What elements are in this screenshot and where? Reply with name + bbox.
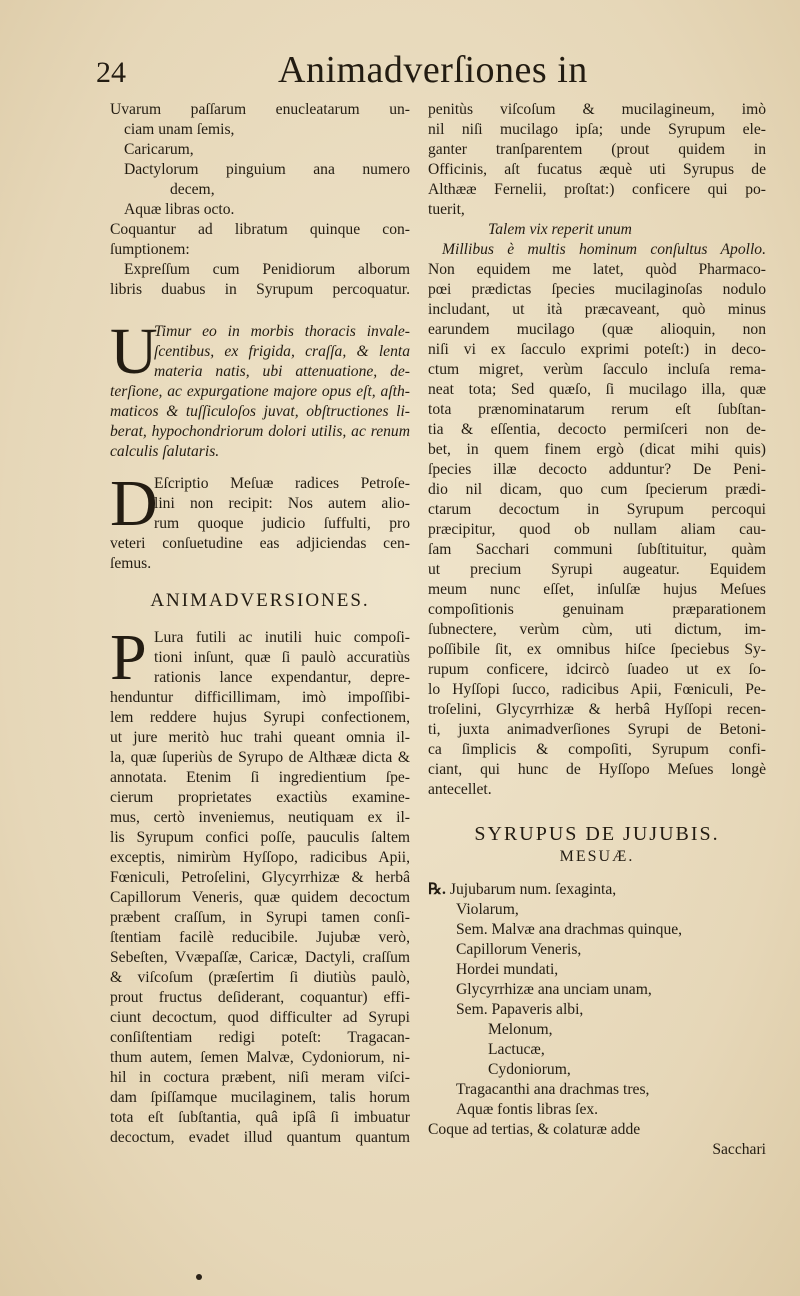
text-line: pœi prædictas ſpecies mucilaginoſas nodulo [428,281,766,298]
text-line: lini non recipit: Nos autem alio- [154,495,410,512]
text-line: berat, hypochondriorum dolori utilis, ac renum [110,423,410,440]
section-heading-syrupus-de-jujubis: SYRUPUS DE JUJUBIS. [474,823,720,845]
paragraph-utimur [110,315,410,462]
text-line: conſiſtentiam redigi poteſt: Tragacan- [110,1029,410,1046]
verse-line: Millibus è multis hominum conſultus Apollo. [442,241,766,258]
text-line: & viſcoſum (præſertim ſi diutiùs paulò, [110,969,410,986]
text-line: tota eſt ſubſtantia, quâ ipſâ ſi imbuatur [110,1109,410,1126]
text-line: troſelini, Glycyrrhizæ & herbâ Hyſſopi recen- [428,701,766,718]
text-line: prout fructus deſiderant, coquantur) effi- [110,989,410,1006]
text-line: ctarum decoctum in Syrupum percoqui [428,501,766,518]
text-line: ſubnectere, verùm cùm, uti dictum, im- [428,621,766,638]
drop-cap-initial: P [110,621,147,694]
recipe-line: Tragacanthi ana drachmas tres, [456,1081,650,1098]
recipe-line: Lactucæ, [488,1041,545,1058]
text-line: rum quoque judicio ſuffulti, pro [154,515,410,532]
text-line: thum autem, ſemen Malvæ, Cydoniorum, ni- [110,1049,410,1066]
text-line: bet, in quem finem ergò (dicat mihi quis) [428,441,766,458]
recipe-symbol: ℞. [428,881,446,898]
text-line: tuerit, [428,201,465,218]
text-line: Timur eo in morbis thoracis invale- [154,323,410,340]
text-line: ut jure meritò huc trahi queant omnia il- [110,729,410,746]
text-line: neat tota; Sed quæſo, ſi mucilago illa, quæ [428,381,766,398]
text-line: ſtentiam facilè reducibile. Jujubæ verò, [110,929,410,946]
text-line: Sebeſten, Vvæpaſſæ, Caricæ, Dactyli, craſſum [110,949,410,966]
text-line: penitùs viſcoſum & mucilagineum, imò [428,101,766,118]
right-column [428,100,766,1160]
paragraph-plura [110,621,410,1148]
text-line: præbent craſſum, in Syrupi tamen conſi- [110,909,410,926]
text-line: Officinis, aſt fucatus æquè uti Syrupus de [428,161,766,178]
running-head: Animadverſiones in [278,49,588,91]
text-line: ſpecies illæ decocto adduntur? De Peni- [428,461,766,478]
text-line: cierum proprietates exactiùs examine- [110,789,410,806]
verse-line: Talem vix reperit unum [488,221,632,238]
text-line: lis Syrupum confici poſſe, pauculis ſaltem [110,829,410,846]
recipe-line: Sem. Malvæ ana drachmas quinque, [456,921,683,938]
text-line: tioni inſunt, quæ ſi paulò accuratiùs [154,649,410,666]
text-line: materia natis, ubi attenuatione, de- [154,363,410,380]
text-line: ſemus. [110,555,152,572]
recipe-line: Hordei mundati, [456,961,559,978]
recipe-line: Sem. Papaveris albi, [456,1001,584,1018]
text-line: hil in coctura præbent, niſi meram viſci- [110,1069,410,1086]
text-line: dam ſpiſſamque mucilaginem, talis horum [110,1089,410,1106]
recipe-line: Cydoniorum, [488,1061,571,1078]
text-line: rationis lance expendantur, depre- [154,669,410,686]
text-line: includant, ut ità præcaveant, quò minus [428,301,766,318]
text-line: exceptis, nimirùm Hyſſopo, radicibus Apii, [110,849,410,866]
text-line: Dactylorum pinguium ana numero [124,161,410,178]
text-line: la, quæ ſuperiùs de Syrupo de Althææ dicta & [110,749,410,766]
text-line: Althææ Fernelii, proſtat:) conficere qui po- [428,181,766,198]
text-line: Coquantur ad libratum quinque con- [110,221,410,238]
text-line: Aquæ libras octo. [124,201,235,218]
section-subheading-mesuae: MESUÆ. [559,848,635,865]
recipe-line: Capillorum Veneris, [456,941,582,958]
text-line: ſcentibus, ex frigida, craſſa, & lenta [154,343,410,360]
text-line: earundem mucilago (quæ alioquin, non [428,321,766,338]
text-line: niſi vi ex ſacculo exprimi poteſt:) in deco- [428,341,766,358]
page-number: 24 [96,56,126,89]
text-line: tota prænominatarum rerum eſt ſubſtan- [428,401,766,418]
text-line: Eſcriptio Meſuæ radices Petroſe- [154,475,410,492]
text-line: mus, certò inveniemus, neutiquam ex il- [110,809,410,826]
text-line: rupum conficere, idcircò ſuadeo ut ex ſo- [428,661,766,678]
text-line: Caricarum, [124,141,194,158]
drop-cap-initial: U [110,315,158,388]
text-line: meum nunc eſſet, inſulſæ hujus Meſues [428,581,766,598]
text-line: Non equidem me latet, quòd Pharmaco- [428,261,766,278]
text-line: Uvarum paſſarum enucleatarum un- [110,101,410,118]
text-line: ciant, qui hunc de Hyſſopo Meſues longè [428,761,766,778]
text-line: ut precium Syrupi augeatur. Equidem [428,561,766,578]
text-line: ciunt decoctum, quod difficulter ad Syrupi [110,1009,410,1026]
text-line: Lura futili ac inutili huic compoſi- [154,629,410,646]
paragraph-descriptio [110,467,410,574]
text-line: ctum migret, verùm ſacculo incluſa rema- [428,361,766,378]
recipe-line: Glycyrrhizæ ana unciam unam, [456,981,652,998]
text-line: poſſibile ſit, ex omnibus hiſce ſpeciebus Sy- [428,641,766,658]
text-line: veteri conſuetudine eas adjiciendas cen- [110,535,410,552]
text-line: lo Hyſſopi ſucco, radicibus Apii, Fœniculi, Pe- [428,681,766,698]
text-line: ciam unam ſemis, [124,121,235,138]
text-line: lem reddere hujus Syrupi confectionem, [110,709,410,726]
text-line: calculis ſalutaris. [110,443,220,460]
text-line: ſam Sacchari communi ſubſtituitur, quàm [428,541,766,558]
text-line: decoctum, evadet illud quantum quantum [110,1129,410,1146]
recipe-line: Melonum, [488,1021,553,1038]
section-heading-animadversiones: ANIMADVERSIONES. [150,590,370,611]
drop-cap-initial: D [110,467,158,540]
text-line: libris duabus in Syrupum percoquatur. [110,281,410,298]
text-line: Fœniculi, Petroſelini, Glycyrrhizæ & herbâ [110,869,410,886]
text-line: decem, [170,181,215,198]
text-line: nil niſi mucilago ipſa; unde Syrupum ele- [428,121,766,138]
recipe-line: Aquæ fontis libras ſex. [456,1101,599,1118]
catchword: Sacchari [712,1141,766,1158]
text-line: maticos & tuſſiculoſos juvat, obſtructiones li- [110,403,410,420]
text-line: Expreſſum cum Penidiorum alborum [124,261,410,278]
text-line: terſione, ac expurgatione majore opus eſt, aſth- [110,383,410,400]
text-line: ganter tranſparentem (prout quidem in [428,141,766,158]
recipe-line: Coque ad tertias, & colaturæ adde [428,1121,641,1138]
text-line: henduntur difficillimam, imò impoſſibi- [110,689,410,706]
ink-spot [196,1274,202,1280]
text-line: tia & eſſentia, decocto permiſceri non de- [428,421,766,438]
text-line: ti, juxta animadverſiones Syrupi de Betoni- [428,721,766,738]
text-line: ſumptionem: [110,241,190,258]
text-line: dio nil dicam, quo cum ſpecierum prædi- [428,481,766,498]
text-line: ca ſimplicis & compoſiti, Syrupum confi- [428,741,766,758]
text-line: præcipitur, quod ob nullam aliam cau- [428,521,766,538]
recipe-line: Violarum, [456,901,519,918]
recipe-line: Jujubarum num. ſexaginta, [449,881,617,898]
left-column [110,100,410,1148]
text-line: annotata. Etenim ſi ingredientium ſpe- [110,769,410,786]
recipe-list [428,880,766,1140]
text-line: compoſitionis genuinam præparationem [428,601,766,618]
text-line: Capillorum Veneris, quæ quidem decoctum [110,889,410,906]
text-line: antecellet. [428,781,492,798]
